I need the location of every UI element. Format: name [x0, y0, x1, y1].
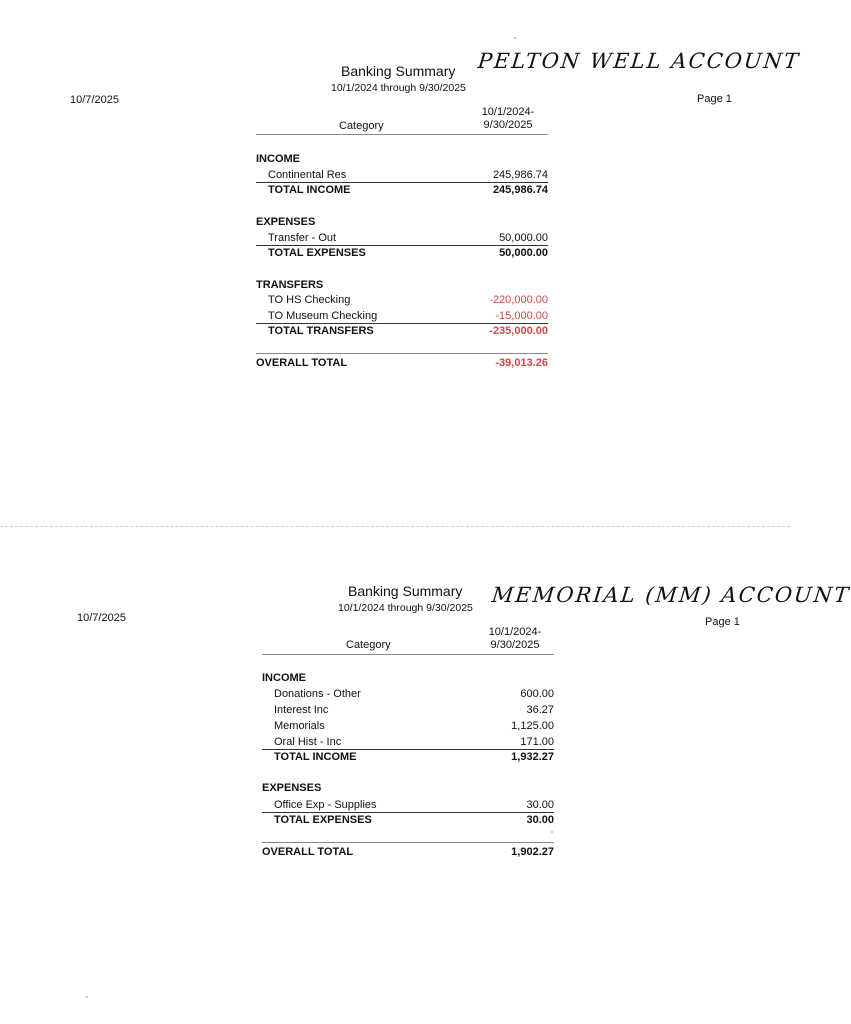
handwritten-account-label: PELTON WELL ACCOUNT: [476, 49, 802, 73]
total-row-expenses: [256, 247, 548, 261]
line-item-label: Memorials: [274, 720, 325, 732]
line-item-label: TO Museum Checking: [268, 310, 378, 322]
overall-total-row: [256, 357, 548, 371]
category-column-header: Category: [339, 120, 384, 132]
printed-date: 10/7/2025: [77, 612, 126, 624]
overall-total-label: OVERALL TOTAL: [256, 357, 348, 369]
printed-date: 10/7/2025: [70, 94, 119, 106]
line-item-amount: 171.00: [520, 736, 554, 748]
scan-speck: [514, 37, 516, 39]
line-item-label: Interest Inc: [274, 704, 329, 716]
total-label: TOTAL TRANSFERS: [268, 325, 374, 337]
scan-speck: [551, 831, 553, 833]
total-row-income: [262, 751, 554, 765]
header-rule: [256, 134, 548, 135]
total-label: TOTAL EXPENSES: [274, 814, 372, 826]
report-date-range: 10/1/2024 through 9/30/2025: [331, 82, 466, 94]
section-heading-expenses: EXPENSES: [256, 216, 316, 228]
page-number: Page 1: [697, 93, 732, 105]
line-item-amount: 30.00: [526, 799, 554, 811]
line-item-row: [256, 294, 548, 308]
line-item-row: [256, 232, 548, 246]
total-amount: -235,000.00: [489, 325, 548, 337]
total-label: TOTAL EXPENSES: [268, 247, 366, 259]
overall-total-label: OVERALL TOTAL: [262, 846, 354, 858]
line-item-amount: 600.00: [520, 688, 554, 700]
total-row-income: [256, 184, 548, 198]
period-column-header: [476, 106, 540, 132]
report-title: Banking Summary: [348, 583, 463, 599]
line-item-amount: 245,986.74: [492, 169, 548, 181]
line-item-amount: -15,000.00: [495, 310, 548, 322]
period-column-header: [483, 626, 547, 652]
page-divider: [0, 526, 790, 527]
line-item-row: [256, 169, 548, 183]
line-item-label: Transfer - Out: [268, 232, 337, 244]
period-header-start: 10/1/2024-: [488, 626, 542, 638]
total-row-transfers: [256, 325, 548, 339]
header-rule: [262, 654, 554, 655]
line-item-label: TO HS Checking: [268, 294, 351, 306]
line-item-label: Donations - Other: [274, 688, 361, 700]
section-heading-income: INCOME: [262, 672, 306, 684]
line-item-label: Office Exp - Supplies: [274, 799, 377, 811]
overall-rule: [262, 842, 554, 843]
period-header-start: 10/1/2024-: [481, 106, 535, 118]
page-number: Page 1: [705, 616, 740, 628]
line-item-amount: -220,000.00: [489, 294, 548, 306]
total-amount: 30.00: [526, 814, 554, 826]
line-item-row: [262, 704, 554, 718]
period-header-end: 9/30/2025: [483, 119, 533, 131]
section-heading-expenses: EXPENSES: [262, 782, 322, 794]
line-item-amount: 50,000.00: [499, 232, 548, 244]
line-item-row: [262, 799, 554, 813]
line-item-row: [256, 310, 548, 324]
subtotal-rule: [256, 182, 548, 183]
subtotal-rule: [262, 749, 554, 750]
line-item-row: [262, 736, 554, 750]
section-heading-transfers: TRANSFERS: [256, 279, 324, 291]
line-item-amount: 36.27: [526, 704, 554, 716]
subtotal-rule: [256, 245, 548, 246]
line-item-row: [262, 688, 554, 702]
total-amount: 245,986.74: [492, 184, 548, 196]
handwritten-account-label: MEMORIAL (MM) ACCOUNT: [490, 583, 851, 607]
total-row-expenses: [262, 814, 554, 828]
line-item-label: Oral Hist - Inc: [274, 736, 342, 748]
subtotal-rule: [262, 812, 554, 813]
report-date-range: 10/1/2024 through 9/30/2025: [338, 602, 473, 614]
total-label: TOTAL INCOME: [274, 751, 357, 763]
line-item-row: [262, 720, 554, 734]
scan-speck: [86, 996, 88, 998]
total-amount: 50,000.00: [499, 247, 548, 259]
total-amount: 1,932.27: [511, 751, 554, 763]
overall-total-amount: -39,013.26: [495, 357, 548, 369]
overall-total-amount: 1,902.27: [511, 846, 554, 858]
line-item-amount: 1,125.00: [511, 720, 554, 732]
line-item-label: Continental Res: [268, 169, 347, 181]
overall-total-row: [262, 846, 554, 860]
category-column-header: Category: [346, 639, 391, 651]
report-title: Banking Summary: [341, 63, 456, 79]
total-label: TOTAL INCOME: [268, 184, 351, 196]
subtotal-rule: [256, 323, 548, 324]
overall-rule: [256, 353, 548, 354]
section-heading-income: INCOME: [256, 153, 300, 165]
period-header-end: 9/30/2025: [490, 639, 540, 651]
